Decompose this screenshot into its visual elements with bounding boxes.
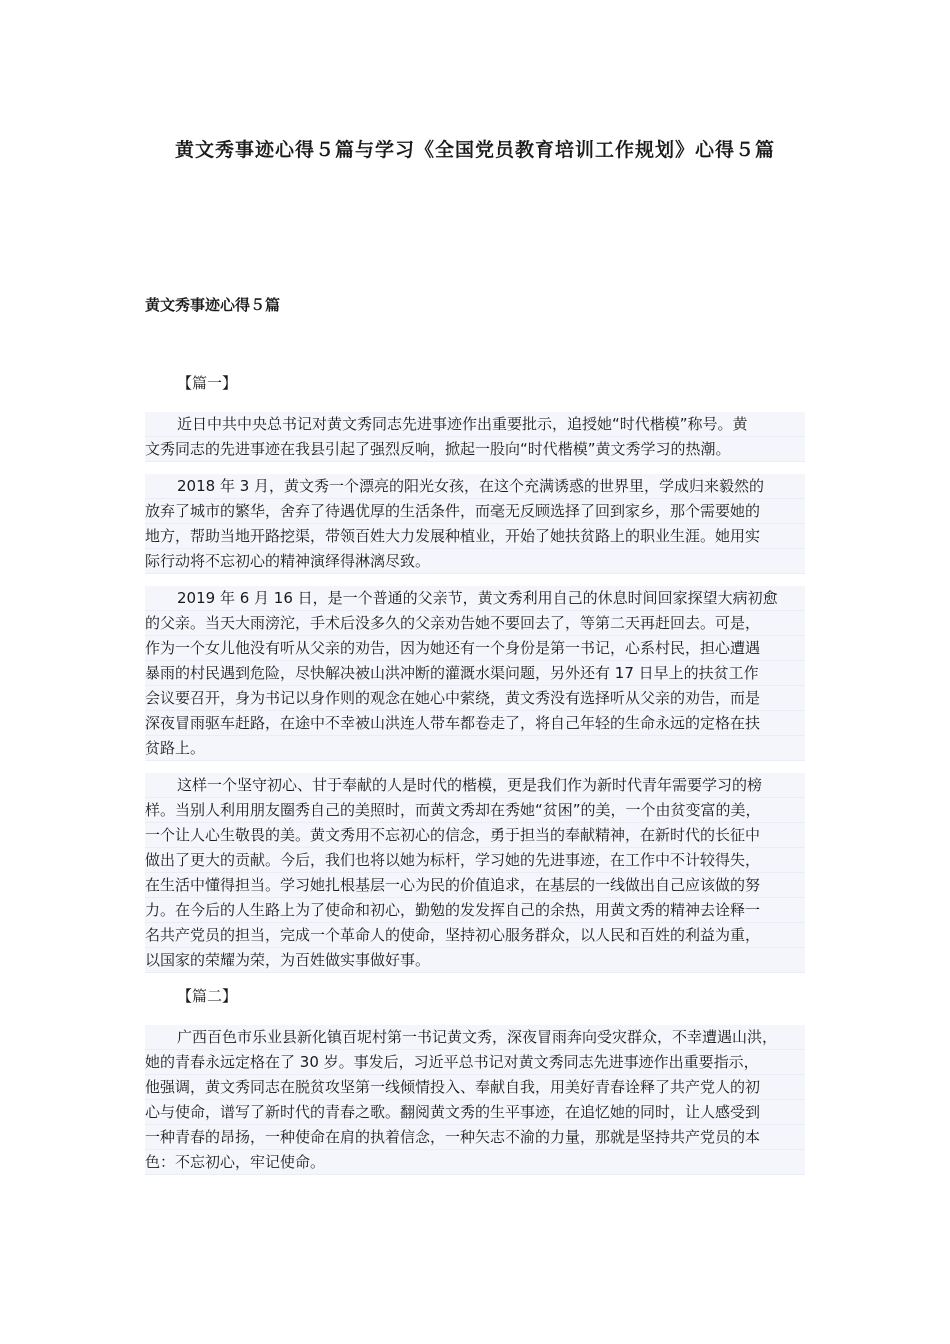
paragraph <box>145 586 805 761</box>
section-heading: 黄文秀事迹心得５篇 <box>145 296 281 314</box>
text-line: 文秀同志的先进事迹在我县引起了强烈反响，掀起一股向“时代楷模”黄文秀学习的热潮。 <box>145 437 805 462</box>
text-line: 2018 年 3 月，黄文秀一个漂亮的阳光女孩，在这个充满诱惑的世界里，学成归来毅然的 <box>145 474 805 499</box>
text-line: 在生活中懂得担当。学习她扎根基层一心为民的价值追求，在基层的一线做出自己应该做的努 <box>145 873 805 898</box>
text-line: 地方，帮助当地开路挖渠，带领百姓大力发展种植业，开始了她扶贫路上的职业生涯。她用实 <box>145 524 805 549</box>
text-line: 一种青春的昂扬，一种使命在肩的执着信念，一种矢志不渝的力量，那就是坚持共产党员的本 <box>145 1125 805 1150</box>
text-line: 样。当别人利用朋友圈秀自己的美照时，而黄文秀却在秀她“贫困”的美，一个由贫变富的美， <box>145 798 805 823</box>
text-line: 色：不忘初心，牢记使命。 <box>145 1150 805 1175</box>
paragraph <box>145 1025 805 1175</box>
paragraph <box>145 412 805 462</box>
text-line: 他强调，黄文秀同志在脱贫攻坚第一线倾情投入、奉献自我，用美好青春诠释了共产党人的初 <box>145 1075 805 1100</box>
text-line: 广西百色市乐业县新化镇百坭村第一书记黄文秀，深夜冒雨奔向受灾群众，不幸遭遇山洪， <box>145 1025 805 1050</box>
text-line: 作为一个女儿他没有听从父亲的劝告，因为她还有一个身份是第一书记，心系村民，担心遭遇 <box>145 636 805 661</box>
text-line: 她的青春永远定格在了 30 岁。事发后，习近平总书记对黄文秀同志先进事迹作出重要指示， <box>145 1050 805 1075</box>
text-line: 做出了更大的贡献。今后，我们也将以她为标杆，学习她的先进事迹，在工作中不计较得失， <box>145 848 805 873</box>
text-line: 一个让人心生敬畏的美。黄文秀用不忘初心的信念，勇于担当的奉献精神，在新时代的长征中 <box>145 823 805 848</box>
text-line: 深夜冒雨驱车赶路，在途中不幸被山洪连人带车都卷走了，将自己年轻的生命永远的定格在扶 <box>145 711 805 736</box>
paragraph <box>145 773 805 973</box>
text-line: 近日中共中央总书记对黄文秀同志先进事迹作出重要批示，追授她“时代楷模”称号。黄 <box>145 412 805 437</box>
document-title: 黄文秀事迹心得５篇与学习《全国党员教育培训工作规划》心得５篇 <box>174 139 775 161</box>
text-line: 会议要召开，身为书记以身作则的观念在她心中萦绕，黄文秀没有选择听从父亲的劝告，而是 <box>145 686 805 711</box>
text-line: 心与使命，谱写了新时代的青春之歌。翻阅黄文秀的生平事迹，在追忆她的同时，让人感受到 <box>145 1100 805 1125</box>
text-line: 名共产党员的担当，完成一个革命人的使命，坚持初心服务群众，以人民和百姓的利益为重， <box>145 923 805 948</box>
part-label-2: 【篇二】 <box>177 987 238 1005</box>
text-line: 际行动将不忘初心的精神演绎得淋漓尽致。 <box>145 549 805 574</box>
text-line: 放弃了城市的繁华，舍弃了待遇优厚的生活条件，而毫无反顾选择了回到家乡，那个需要她的 <box>145 499 805 524</box>
text-line: 的父亲。当天大雨滂沱，手术后没多久的父亲劝告她不要回去了，等第二天再赶回去。可是， <box>145 611 805 636</box>
text-line: 以国家的荣耀为荣，为百姓做实事做好事。 <box>145 948 805 973</box>
text-line: 力。在今后的人生路上为了使命和初心，勤勉的发发挥自己的余热，用黄文秀的精神去诠释一 <box>145 898 805 923</box>
text-line: 2019 年 6 月 16 日，是一个普通的父亲节，黄文秀利用自己的休息时间回家探望大病初愈 <box>145 586 805 611</box>
text-line: 贫路上。 <box>145 736 805 761</box>
document-body <box>145 372 805 1187</box>
text-line: 暴雨的村民遇到危险，尽快解决被山洪冲断的灌溉水渠问题，另外还有 17 日早上的扶贫工作 <box>145 661 805 686</box>
paragraph <box>145 474 805 574</box>
part-label-1: 【篇一】 <box>177 374 238 392</box>
text-line: 这样一个坚守初心、甘于奉献的人是时代的楷模，更是我们作为新时代青年需要学习的榜 <box>145 773 805 798</box>
